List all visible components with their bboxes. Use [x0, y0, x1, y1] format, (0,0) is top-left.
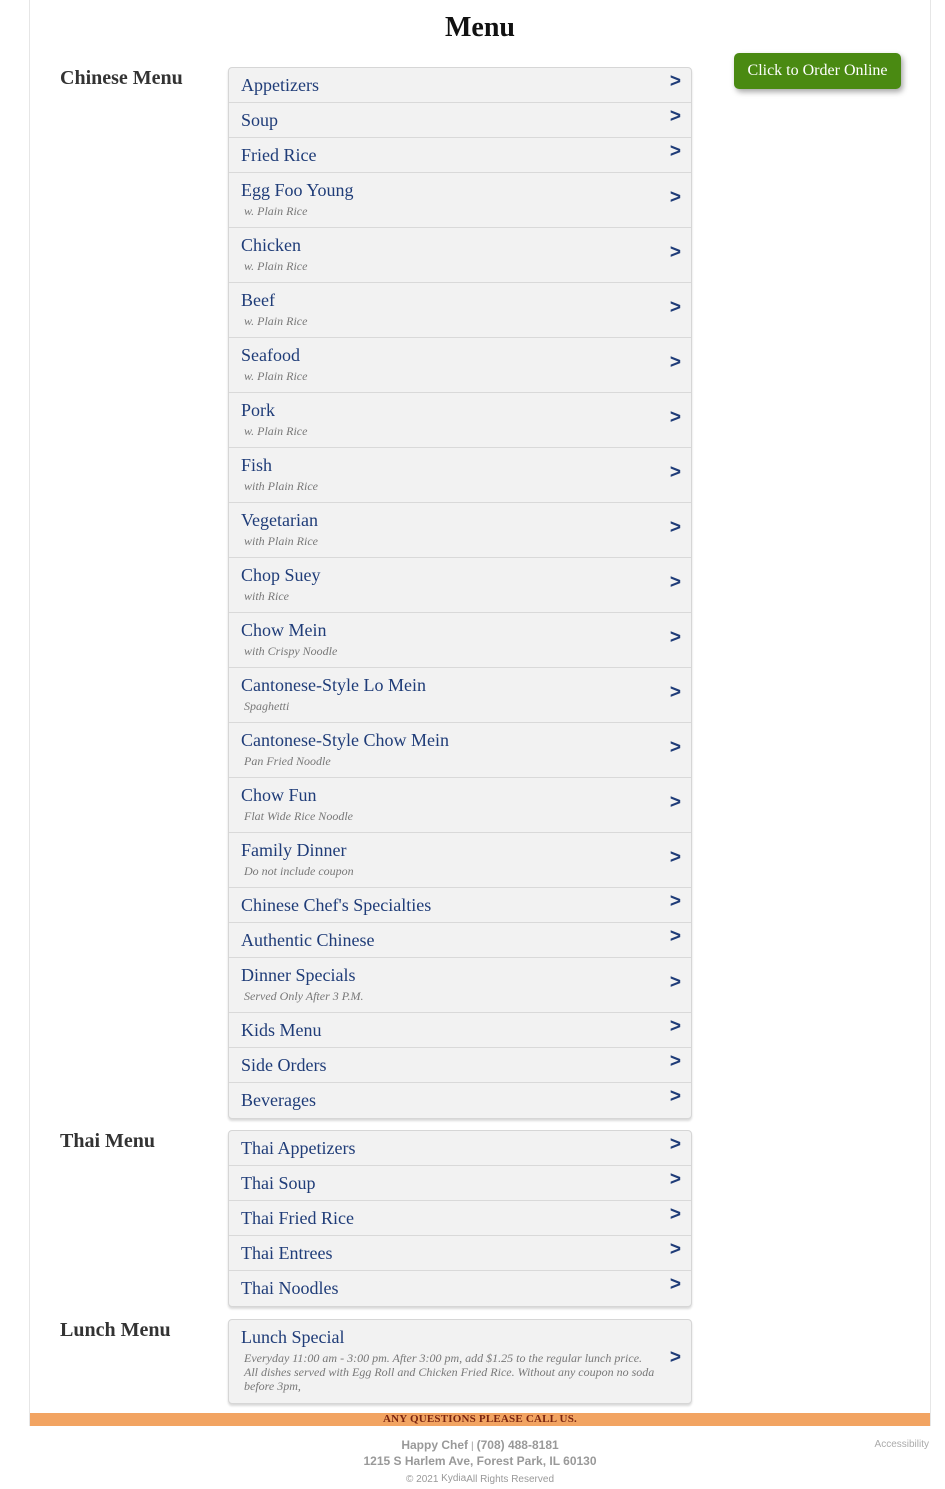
chevron-right-icon: >: [669, 1347, 681, 1368]
category-item[interactable]: [229, 723, 691, 778]
chevron-right-icon: >: [669, 297, 681, 318]
category-description: w. Plain Rice: [244, 314, 308, 328]
chevron-right-icon: >: [669, 1134, 681, 1155]
category-name: Soup: [241, 110, 279, 130]
chevron-right-icon: >: [669, 1086, 681, 1107]
category-name: Seafood: [241, 345, 300, 365]
chevron-right-icon: >: [669, 1239, 681, 1260]
footer: [30, 1438, 930, 1487]
category-description: Pan Fried Noodle: [244, 754, 331, 768]
category-name: Thai Fried Rice: [241, 1208, 354, 1228]
category-description: with Crispy Noodle: [244, 644, 338, 658]
chevron-right-icon: >: [669, 407, 681, 428]
chevron-right-icon: >: [669, 242, 681, 263]
category-name: Kids Menu: [241, 1020, 322, 1040]
category-name: Lunch Special: [241, 1327, 345, 1347]
category-description: Everyday 11:00 am - 3:00 pm. After 3:00 pm, add $1.25 to the regular lunch price. All dishes served with Egg Roll and Chicken Fried Rice. Without any coupon no soda before 3pm,: [244, 1351, 655, 1393]
chevron-right-icon: >: [669, 352, 681, 373]
category-description: with Rice: [244, 589, 289, 603]
category-name: Family Dinner: [241, 840, 347, 860]
category-item[interactable]: [229, 1320, 691, 1403]
category-item[interactable]: [229, 173, 691, 228]
chevron-right-icon: >: [669, 1274, 681, 1295]
category-list: [228, 67, 692, 1119]
category-description: with Plain Rice: [244, 534, 318, 548]
footer-copyright: © 2021: [405, 1474, 439, 1485]
category-name: Beverages: [241, 1090, 316, 1110]
category-description: w. Plain Rice: [244, 204, 308, 218]
category-description: w. Plain Rice: [244, 369, 308, 383]
chevron-right-icon: >: [669, 891, 681, 912]
category-description: w. Plain Rice: [244, 424, 308, 438]
section-title: Thai Menu: [60, 1130, 156, 1152]
chevron-right-icon: >: [669, 572, 681, 593]
category-name: Fish: [241, 455, 273, 475]
footer-address: 1215 S Harlem Ave, Forest Park, IL 60130: [363, 1454, 597, 1468]
order-online-button[interactable]: Click to Order Online: [734, 53, 901, 89]
category-name: Pork: [241, 400, 276, 420]
call-us-bar: ANY QUESTIONS PLEASE CALL US.: [30, 1413, 930, 1426]
category-item[interactable]: [229, 1048, 691, 1083]
category-item[interactable]: [229, 668, 691, 723]
chevron-right-icon: >: [669, 1169, 681, 1190]
category-name: Chow Mein: [241, 620, 327, 640]
category-item[interactable]: [229, 448, 691, 503]
footer-brand-link[interactable]: Kydia: [441, 1473, 467, 1484]
category-description: with Plain Rice: [244, 479, 318, 493]
category-item[interactable]: [229, 958, 691, 1013]
category-item[interactable]: [229, 1013, 691, 1048]
category-description: Spaghetti: [244, 699, 290, 713]
category-item[interactable]: [229, 228, 691, 283]
category-item[interactable]: [229, 558, 691, 613]
category-item[interactable]: [229, 1236, 691, 1271]
section-title: Chinese Menu: [60, 67, 183, 89]
category-name: Authentic Chinese: [241, 930, 375, 950]
category-item[interactable]: [229, 503, 691, 558]
chevron-right-icon: >: [669, 1016, 681, 1037]
footer-restaurant-name: Happy Chef: [401, 1438, 468, 1452]
chevron-right-icon: >: [669, 462, 681, 483]
category-name: Thai Appetizers: [241, 1138, 356, 1158]
category-name: Appetizers: [241, 75, 319, 95]
category-item[interactable]: [229, 283, 691, 338]
chevron-right-icon: >: [669, 926, 681, 947]
category-item[interactable]: [229, 1131, 691, 1166]
chevron-right-icon: >: [669, 141, 681, 162]
category-name: Cantonese-Style Lo Mein: [241, 675, 426, 695]
category-item[interactable]: [229, 923, 691, 958]
category-name: Cantonese-Style Chow Mein: [241, 730, 449, 750]
category-name: Chop Suey: [241, 565, 321, 585]
page-title: Menu: [445, 12, 515, 43]
category-item[interactable]: [229, 103, 691, 138]
category-list: [228, 1319, 692, 1404]
category-item[interactable]: [229, 778, 691, 833]
category-item[interactable]: [229, 338, 691, 393]
category-description: w. Plain Rice: [244, 259, 308, 273]
category-name: Vegetarian: [241, 510, 318, 530]
accessibility-link[interactable]: Accessibility: [874, 1439, 929, 1450]
category-item[interactable]: [229, 888, 691, 923]
category-description: Served Only After 3 P.M.: [244, 989, 364, 1003]
category-name: Thai Entrees: [241, 1243, 333, 1263]
footer-separator: |: [471, 1441, 474, 1452]
chevron-right-icon: >: [669, 737, 681, 758]
category-item[interactable]: [229, 613, 691, 668]
section-title: Lunch Menu: [60, 1319, 171, 1341]
chevron-right-icon: >: [669, 627, 681, 648]
chevron-right-icon: >: [669, 517, 681, 538]
category-item[interactable]: [229, 393, 691, 448]
footer-phone[interactable]: (708) 488-8181: [476, 1438, 559, 1452]
category-name: Thai Noodles: [241, 1278, 339, 1298]
chevron-right-icon: >: [669, 1051, 681, 1072]
category-item[interactable]: [229, 138, 691, 173]
chevron-right-icon: >: [669, 1204, 681, 1225]
chevron-right-icon: >: [669, 682, 681, 703]
category-item[interactable]: [229, 1166, 691, 1201]
category-name: Dinner Specials: [241, 965, 356, 985]
chevron-right-icon: >: [669, 187, 681, 208]
category-name: Chinese Chef's Specialties: [241, 895, 432, 915]
category-item[interactable]: [229, 1201, 691, 1236]
chevron-right-icon: >: [669, 71, 681, 92]
category-description: Do not include coupon: [244, 864, 354, 878]
category-list: [228, 1130, 692, 1307]
chevron-right-icon: >: [669, 106, 681, 127]
category-item[interactable]: [229, 68, 691, 103]
category-name: Beef: [241, 290, 275, 310]
category-name: Side Orders: [241, 1055, 327, 1075]
page-container: [29, 0, 931, 1426]
category-name: Chicken: [241, 235, 301, 255]
footer-rights: All Rights Reserved: [466, 1474, 554, 1485]
category-name: Thai Soup: [241, 1173, 316, 1193]
chevron-right-icon: >: [669, 792, 681, 813]
category-name: Fried Rice: [241, 145, 317, 165]
category-item[interactable]: [229, 833, 691, 888]
category-description: Flat Wide Rice Noodle: [244, 809, 353, 823]
category-name: Egg Foo Young: [241, 180, 354, 200]
chevron-right-icon: >: [669, 847, 681, 868]
chevron-right-icon: >: [669, 972, 681, 993]
category-item[interactable]: [229, 1083, 691, 1118]
category-name: Chow Fun: [241, 785, 317, 805]
category-item[interactable]: [229, 1271, 691, 1306]
